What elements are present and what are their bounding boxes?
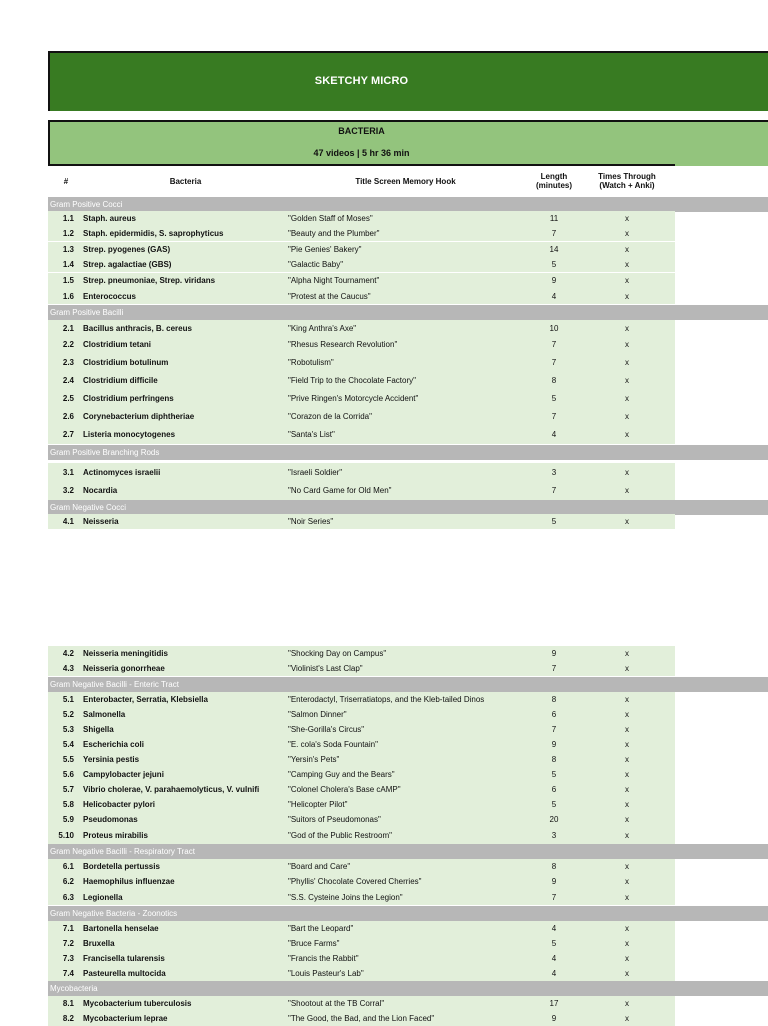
table-row [48, 966, 675, 981]
table-row [48, 782, 675, 797]
row-bacteria: Vibrio cholerae, V. parahaemolyticus, V. vulnifi [83, 785, 260, 794]
row-number: 5.10 [58, 831, 74, 840]
row-bacteria: Pasteurella multocida [83, 969, 166, 978]
row-length: 4 [551, 954, 557, 963]
row-bacteria: Haemophilus influenzae [83, 877, 175, 886]
row-hook: "Alpha Night Tournament" [288, 276, 380, 285]
row-bacteria: Francisella tularensis [83, 954, 165, 963]
row-length: 7 [551, 411, 557, 421]
row-bacteria: Bacillus anthracis, B. cereus [83, 323, 192, 333]
row-times: x [625, 877, 629, 886]
row-length: 8 [551, 695, 557, 704]
row-hook: "Pie Genies' Bakery" [288, 245, 362, 254]
col-hook-header: Title Screen Memory Hook [355, 177, 456, 186]
row-hook: "Louis Pasteur's Lab" [288, 969, 364, 978]
section-header: Gram Negative Bacteria - Zoonotics [48, 906, 768, 921]
row-hook: "Board and Care" [288, 862, 351, 871]
row-hook: "Camping Guy and the Bears" [288, 770, 395, 779]
row-bacteria: Bruxella [83, 939, 115, 948]
table-row [48, 722, 675, 737]
row-hook: "Suitors of Pseudomonas" [288, 815, 381, 824]
row-number: 7.1 [62, 924, 74, 933]
row-bacteria: Salmonella [83, 710, 126, 719]
col-times-l1: Times Through [598, 172, 656, 181]
table-row [48, 425, 675, 444]
section-header: Gram Negative Bacilli - Respiratory Tract [48, 844, 768, 859]
row-times: x [625, 800, 629, 809]
row-number: 5.6 [62, 770, 74, 779]
table-row [48, 951, 675, 966]
row-times: x [625, 214, 629, 223]
table-row [48, 936, 675, 951]
table-row [48, 407, 675, 425]
row-bacteria: Strep. pneumoniae, Strep. viridans [83, 276, 216, 285]
row-hook: "Violinist's Last Clap" [288, 664, 363, 673]
row-number: 5.8 [62, 800, 74, 809]
row-number: 2.1 [62, 323, 74, 333]
row-number: 6.3 [62, 892, 74, 902]
row-length: 6 [551, 710, 557, 719]
row-hook: "Salmon Dinner" [288, 710, 347, 719]
row-length: 9 [551, 740, 557, 749]
row-bacteria: Bartonella henselae [83, 924, 159, 933]
col-length-l2: (minutes) [536, 181, 572, 190]
row-length: 17 [549, 999, 559, 1008]
row-hook: "Rhesus Research Revolution" [288, 340, 398, 349]
row-times: x [625, 229, 629, 238]
row-hook: "She-Gorilla's Circus" [288, 725, 365, 734]
row-number: 3.1 [62, 467, 74, 477]
row-times: x [625, 954, 629, 963]
row-number: 5.9 [62, 815, 74, 824]
table-row [48, 812, 675, 827]
table-row [48, 389, 675, 407]
table-row [48, 827, 675, 844]
table-row [48, 353, 675, 371]
document-title: SKETCHY MICRO [314, 75, 409, 87]
row-number: 8.2 [62, 1014, 74, 1023]
row-hook: "Galactic Baby" [288, 260, 344, 269]
row-length: 5 [551, 800, 557, 809]
row-number: 2.6 [62, 411, 74, 421]
row-times: x [625, 815, 629, 824]
row-length: 7 [551, 486, 557, 495]
row-length: 3 [551, 831, 557, 840]
row-length: 9 [551, 1014, 557, 1023]
row-bacteria: Clostridium difficile [83, 375, 158, 385]
row-times: x [625, 755, 629, 764]
row-hook: "E. cola's Soda Fountain" [288, 740, 378, 749]
row-bacteria: Actinomyces israelii [83, 467, 161, 477]
row-length: 9 [551, 276, 557, 285]
row-bacteria: Neisseria gonorrheae [83, 664, 165, 673]
row-hook: "Santa's List" [288, 430, 335, 439]
row-hook: "Robotulism" [288, 357, 334, 367]
summary-text: 47 videos | 5 hr 36 min [313, 148, 410, 158]
row-hook: "No Card Game for Old Men" [288, 486, 392, 495]
row-length: 4 [551, 430, 557, 439]
row-number: 5.2 [62, 710, 74, 719]
row-length: 4 [551, 924, 557, 933]
row-hook: "Golden Staff of Moses" [288, 214, 373, 223]
row-hook: "S.S. Cysteine Joins the Legion" [288, 892, 403, 902]
row-bacteria: Staph. aureus [83, 214, 136, 223]
row-length: 6 [551, 785, 557, 794]
row-hook: "Colonel Cholera's Base cAMP" [288, 785, 401, 794]
table-row [48, 752, 675, 767]
row-length: 9 [551, 649, 557, 658]
row-number: 5.1 [62, 695, 74, 704]
table-row [48, 996, 675, 1011]
row-number: 5.4 [62, 740, 74, 749]
table-row [48, 288, 675, 304]
row-hook: "Bart the Leopard" [288, 924, 354, 933]
row-number: 4.2 [62, 649, 74, 658]
row-times: x [625, 710, 629, 719]
row-bacteria: Bordetella pertussis [83, 862, 160, 871]
table-row [48, 211, 675, 226]
table-row [48, 273, 675, 288]
col-num-header: # [63, 177, 69, 186]
table-row [48, 371, 675, 389]
section-header: Gram Negative Bacilli - Enteric Tract [48, 677, 768, 692]
row-times: x [625, 486, 629, 495]
row-bacteria: Strep. agalactiae (GBS) [83, 260, 172, 269]
section-subtitle: BACTERIA [338, 126, 385, 136]
row-length: 4 [551, 969, 557, 978]
row-length: 8 [551, 862, 557, 871]
row-hook: "Phyllis' Chocolate Covered Cherries" [288, 877, 422, 886]
row-hook: "King Anthra's Axe" [288, 323, 357, 333]
row-hook: "Shocking Day on Campus" [288, 649, 387, 658]
row-number: 7.3 [62, 954, 74, 963]
row-length: 7 [551, 340, 557, 349]
row-length: 20 [549, 815, 559, 824]
row-length: 7 [551, 892, 557, 902]
row-number: 2.7 [62, 430, 74, 439]
row-bacteria: Clostridium botulinum [83, 357, 169, 367]
row-times: x [625, 785, 629, 794]
row-length: 7 [551, 229, 557, 238]
row-times: x [625, 770, 629, 779]
row-times: x [625, 999, 629, 1008]
row-number: 5.7 [62, 785, 74, 794]
row-number: 3.2 [62, 486, 74, 495]
section-header: Gram Positive Branching Rods [48, 445, 768, 460]
row-bacteria: Listeria monocytogenes [83, 430, 176, 439]
row-hook: "Francis the Rabbit" [288, 954, 359, 963]
row-bacteria: Neisseria meningitidis [83, 649, 168, 658]
row-length: 4 [551, 291, 557, 301]
row-bacteria: Staph. epidermidis, S. saprophyticus [83, 229, 224, 238]
table-row [48, 707, 675, 722]
row-bacteria: Shigella [83, 725, 114, 734]
row-number: 2.5 [62, 393, 74, 403]
row-length: 7 [551, 664, 557, 673]
row-number: 6.2 [62, 877, 74, 886]
row-times: x [625, 517, 629, 526]
row-times: x [625, 664, 629, 673]
row-times: x [625, 649, 629, 658]
row-hook: "God of the Public Restroom" [288, 831, 392, 840]
row-times: x [625, 357, 629, 367]
row-number: 1.1 [62, 214, 74, 223]
row-length: 7 [551, 725, 557, 734]
row-times: x [625, 430, 629, 439]
row-number: 7.2 [62, 939, 74, 948]
row-times: x [625, 323, 629, 333]
row-bacteria: Mycobacterium tuberculosis [83, 999, 192, 1008]
row-number: 4.3 [62, 664, 74, 673]
table-row [48, 320, 675, 336]
row-number: 2.2 [62, 340, 74, 349]
table-row [48, 859, 675, 874]
row-length: 5 [551, 393, 557, 403]
row-hook: "The Good, the Bad, and the Lion Faced" [288, 1014, 435, 1023]
row-length: 5 [551, 939, 557, 948]
row-times: x [625, 695, 629, 704]
table-row [48, 481, 675, 500]
row-length: 10 [549, 323, 559, 333]
row-number: 6.1 [62, 862, 74, 871]
row-bacteria: Enterococcus [83, 291, 136, 301]
row-bacteria: Clostridium perfringens [83, 393, 174, 403]
table-row [48, 661, 675, 676]
row-hook: "Field Trip to the Chocolate Factory" [288, 375, 416, 385]
row-times: x [625, 276, 629, 285]
row-times: x [625, 725, 629, 734]
row-number: 1.6 [62, 291, 74, 301]
row-length: 7 [551, 357, 557, 367]
row-number: 7.4 [62, 969, 74, 978]
row-times: x [625, 740, 629, 749]
col-length-header [528, 172, 580, 190]
row-hook: "Yersin's Pets" [288, 755, 340, 764]
row-hook: "Protest at the Caucus" [288, 291, 371, 301]
section-header: Gram Positive Bacilli [48, 305, 768, 320]
row-bacteria: Proteus mirabilis [83, 831, 148, 840]
row-number: 5.3 [62, 725, 74, 734]
table-row [48, 257, 675, 272]
row-number: 1.3 [62, 245, 74, 254]
table-row [48, 463, 675, 481]
row-number: 2.3 [62, 357, 74, 367]
row-hook: "Enterodactyl, Triserratiatops, and the Kleb-tailed Dinos [288, 695, 485, 704]
row-number: 2.4 [62, 375, 74, 385]
table-row [48, 874, 675, 889]
col-times-l2: (Watch + Anki) [599, 181, 655, 190]
table-row [48, 921, 675, 936]
table-row [48, 692, 675, 707]
col-times-header [588, 172, 666, 190]
row-bacteria: Pseudomonas [83, 815, 138, 824]
row-length: 8 [551, 375, 557, 385]
row-hook: "Corazon de la Corrida" [288, 411, 372, 421]
row-times: x [625, 260, 629, 269]
row-hook: "Israeli Soldier" [288, 467, 343, 477]
row-number: 8.1 [62, 999, 74, 1008]
row-length: 8 [551, 755, 557, 764]
row-times: x [625, 862, 629, 871]
row-times: x [625, 340, 629, 349]
row-hook: "Helicopter Pilot" [288, 800, 348, 809]
divider [48, 164, 675, 166]
row-times: x [625, 969, 629, 978]
row-length: 3 [551, 467, 557, 477]
row-bacteria: Nocardia [83, 486, 118, 495]
row-bacteria: Mycobacterium leprae [83, 1014, 168, 1023]
col-bacteria-header: Bacteria [169, 177, 202, 186]
row-times: x [625, 467, 629, 477]
table-row [48, 797, 675, 812]
row-length: 9 [551, 877, 557, 886]
table-row [48, 514, 675, 529]
row-times: x [625, 1014, 629, 1023]
row-bacteria: Helicobacter pylori [83, 800, 156, 809]
row-bacteria: Escherichia coli [83, 740, 144, 749]
row-times: x [625, 939, 629, 948]
row-bacteria: Legionella [83, 892, 123, 902]
section-header: Gram Positive Cocci [48, 197, 768, 212]
row-number: 1.4 [62, 260, 74, 269]
row-length: 5 [551, 260, 557, 269]
row-times: x [625, 892, 629, 902]
row-number: 1.2 [62, 229, 74, 238]
row-number: 5.5 [62, 755, 74, 764]
table-row [48, 767, 675, 782]
section-header: Gram Negative Cocci [48, 500, 768, 515]
row-bacteria: Clostridium tetani [83, 340, 152, 349]
row-times: x [625, 831, 629, 840]
row-bacteria: Strep. pyogenes (GAS) [83, 245, 171, 254]
row-number: 1.5 [62, 276, 74, 285]
row-hook: "Prive Ringen's Motorcycle Accident" [288, 393, 419, 403]
row-bacteria: Campylobacter jejuni [83, 770, 164, 779]
section-header: Mycobacteria [48, 981, 768, 996]
table-row [48, 242, 675, 257]
row-times: x [625, 291, 629, 301]
row-length: 14 [549, 245, 559, 254]
row-length: 5 [551, 517, 557, 526]
row-hook: "Bruce Farms" [288, 939, 340, 948]
row-length: 5 [551, 770, 557, 779]
row-number: 4.1 [62, 517, 74, 526]
row-hook: "Shootout at the TB Corral" [288, 999, 385, 1008]
row-bacteria: Neisseria [83, 517, 119, 526]
row-hook: "Noir Series" [288, 517, 334, 526]
table-row [48, 646, 675, 661]
row-bacteria: Yersinia pestis [83, 755, 140, 764]
row-hook: "Beauty and the Plumber" [288, 229, 380, 238]
table-row [48, 889, 675, 905]
row-times: x [625, 411, 629, 421]
col-length-l1: Length [540, 172, 568, 181]
row-length: 11 [549, 214, 559, 223]
table-header [48, 168, 675, 196]
row-times: x [625, 375, 629, 385]
row-times: x [625, 245, 629, 254]
row-times: x [625, 393, 629, 403]
row-bacteria: Enterobacter, Serratia, Klebsiella [83, 695, 208, 704]
table-row [48, 226, 675, 241]
table-row [48, 737, 675, 752]
row-bacteria: Corynebacterium diphtheriae [83, 411, 195, 421]
table-row [48, 336, 675, 353]
row-times: x [625, 924, 629, 933]
